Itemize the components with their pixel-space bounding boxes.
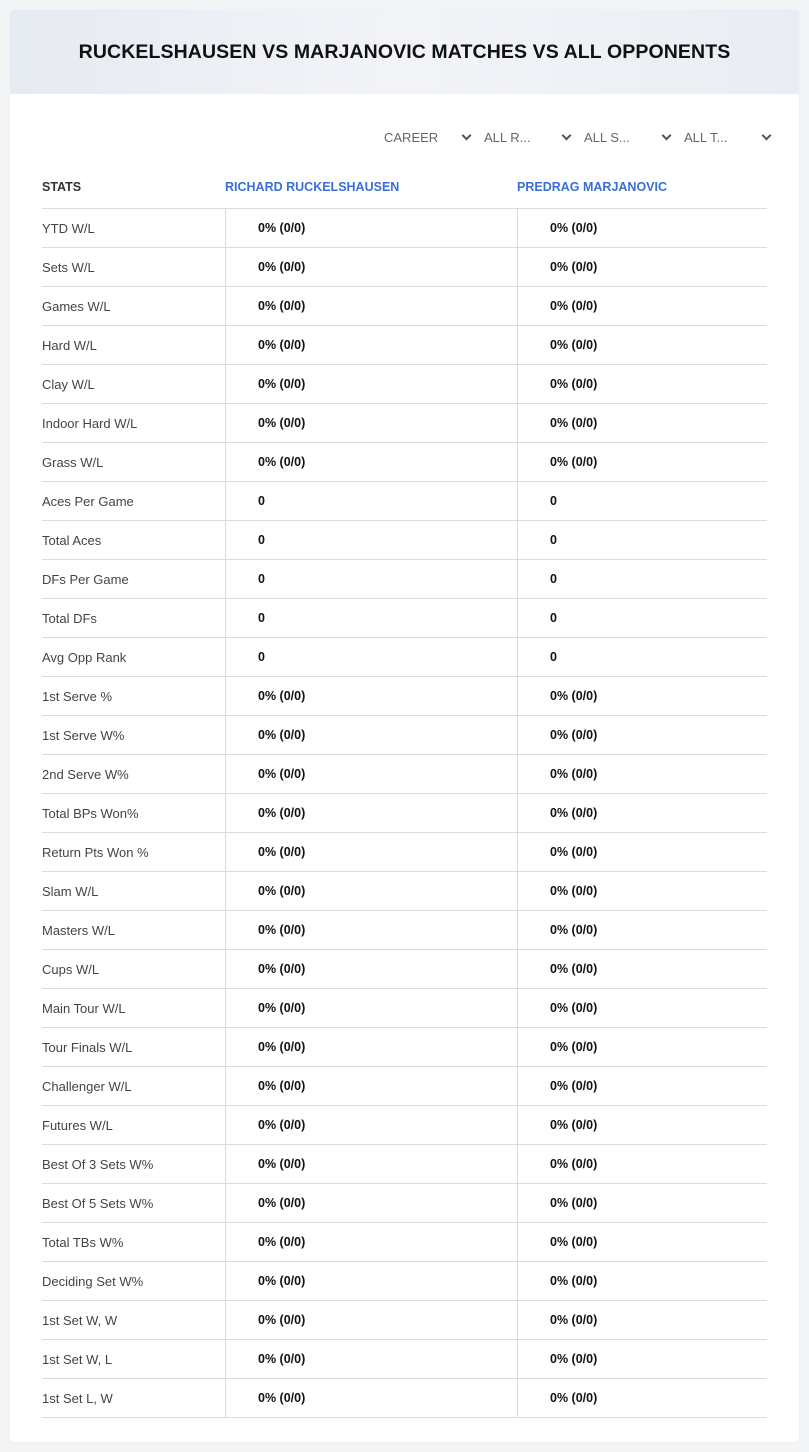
stat-label: DFs Per Game	[42, 571, 129, 587]
table-row	[42, 911, 767, 950]
stat-label: 1st Serve W%	[42, 727, 125, 743]
stat-label: Best Of 5 Sets W%	[42, 1195, 154, 1211]
player1-stat-value: 0% (0/0)	[225, 1223, 517, 1261]
stat-label: YTD W/L	[42, 220, 95, 236]
table-row	[42, 1340, 767, 1379]
table-row	[42, 482, 767, 521]
player1-stat-value: 0% (0/0)	[225, 794, 517, 832]
player2-stat-value: 0% (0/0)	[517, 794, 767, 832]
player2-stat-value: 0% (0/0)	[517, 989, 767, 1027]
table-row	[42, 1223, 767, 1262]
player1-stat-value: 0% (0/0)	[225, 1106, 517, 1144]
filter-round-select[interactable]	[480, 125, 580, 149]
player2-stat-value: 0% (0/0)	[517, 1379, 767, 1417]
player1-stat-value: 0% (0/0)	[225, 248, 517, 286]
player2-stat-value: 0% (0/0)	[517, 950, 767, 988]
player2-stat-value: 0% (0/0)	[517, 677, 767, 715]
table-row	[42, 599, 767, 638]
table-header	[42, 165, 767, 209]
player2-stat-value: 0	[517, 482, 767, 520]
player1-stat-value: 0% (0/0)	[225, 209, 517, 247]
filter-tournament-select[interactable]	[680, 125, 780, 149]
player1-stat-value: 0% (0/0)	[225, 326, 517, 364]
player2-stat-value: 0	[517, 599, 767, 637]
table-row	[42, 677, 767, 716]
filter-period-value: CAREER	[384, 129, 439, 145]
table-row	[42, 404, 767, 443]
player1-stat-value: 0% (0/0)	[225, 365, 517, 403]
player2-stat-value: 0% (0/0)	[517, 1106, 767, 1144]
player2-stat-value: 0% (0/0)	[517, 1301, 767, 1339]
player2-stat-value: 0% (0/0)	[517, 1262, 767, 1300]
player1-column-header[interactable]: RICHARD RUCKELSHAUSEN	[225, 179, 400, 194]
stat-label: 1st Set L, W	[42, 1390, 113, 1406]
player1-stat-value: 0% (0/0)	[225, 1184, 517, 1222]
table-row	[42, 521, 767, 560]
chevron-down-icon	[762, 130, 772, 140]
player1-stat-value: 0	[225, 482, 517, 520]
table-row	[42, 755, 767, 794]
table-row	[42, 248, 767, 287]
player2-stat-value: 0	[517, 638, 767, 676]
table-row	[42, 326, 767, 365]
player1-stat-value: 0% (0/0)	[225, 1145, 517, 1183]
player1-stat-value: 0% (0/0)	[225, 1379, 517, 1417]
player1-stat-value: 0% (0/0)	[225, 1028, 517, 1066]
table-row	[42, 1262, 767, 1301]
player2-stat-value: 0% (0/0)	[517, 404, 767, 442]
table-row	[42, 1028, 767, 1067]
stats-table	[42, 165, 767, 1418]
table-row	[42, 716, 767, 755]
player1-stat-value: 0	[225, 599, 517, 637]
player2-stat-value: 0% (0/0)	[517, 209, 767, 247]
stat-label: Deciding Set W%	[42, 1273, 144, 1289]
player1-stat-value: 0% (0/0)	[225, 1067, 517, 1105]
table-body	[42, 209, 767, 1418]
stat-label: Total DFs	[42, 610, 97, 626]
stat-label: Total Aces	[42, 532, 102, 548]
player1-stat-value: 0% (0/0)	[225, 989, 517, 1027]
table-row	[42, 989, 767, 1028]
table-row	[42, 794, 767, 833]
table-row	[42, 872, 767, 911]
table-row	[42, 950, 767, 989]
stat-label: Cups W/L	[42, 961, 100, 977]
stat-label: Total BPs Won%	[42, 805, 139, 821]
player1-stat-value: 0% (0/0)	[225, 833, 517, 871]
player1-stat-value: 0% (0/0)	[225, 287, 517, 325]
player2-stat-value: 0	[517, 560, 767, 598]
chevron-down-icon	[662, 130, 672, 140]
stat-label: Masters W/L	[42, 922, 115, 938]
stat-label: 1st Set W, W	[42, 1312, 118, 1328]
filter-period-select[interactable]	[380, 125, 480, 149]
table-row	[42, 209, 767, 248]
player2-stat-value: 0% (0/0)	[517, 833, 767, 871]
table-row	[42, 1301, 767, 1340]
stat-label: Challenger W/L	[42, 1078, 132, 1094]
stat-label: Aces Per Game	[42, 493, 134, 509]
player1-stat-value: 0% (0/0)	[225, 872, 517, 910]
table-row	[42, 1184, 767, 1223]
stat-label: 2nd Serve W%	[42, 766, 129, 782]
stat-label: Sets W/L	[42, 259, 95, 275]
player2-stat-value: 0	[517, 521, 767, 559]
player2-column-header[interactable]: PREDRAG MARJANOVIC	[517, 179, 668, 194]
stat-label: Futures W/L	[42, 1117, 113, 1133]
filter-surface-select[interactable]	[580, 125, 680, 149]
player1-stat-value: 0% (0/0)	[225, 443, 517, 481]
filter-surface-value: ALL S...	[584, 129, 630, 145]
player1-stat-value: 0% (0/0)	[225, 1340, 517, 1378]
player2-stat-value: 0% (0/0)	[517, 326, 767, 364]
chevron-down-icon	[462, 130, 472, 140]
stat-label: 1st Set W, L	[42, 1351, 113, 1367]
player1-stat-value: 0	[225, 638, 517, 676]
player2-stat-value: 0% (0/0)	[517, 1067, 767, 1105]
stat-label: Total TBs W%	[42, 1234, 124, 1250]
table-row	[42, 560, 767, 599]
stats-column-header: STATS	[42, 179, 82, 194]
stat-label: Return Pts Won %	[42, 844, 149, 860]
table-row	[42, 1106, 767, 1145]
player2-stat-value: 0% (0/0)	[517, 443, 767, 481]
stat-label: Slam W/L	[42, 883, 99, 899]
player1-stat-value: 0% (0/0)	[225, 950, 517, 988]
table-row	[42, 287, 767, 326]
player1-stat-value: 0% (0/0)	[225, 677, 517, 715]
player1-stat-value: 0% (0/0)	[225, 1301, 517, 1339]
player2-stat-value: 0% (0/0)	[517, 287, 767, 325]
table-row	[42, 365, 767, 404]
player1-stat-value: 0% (0/0)	[225, 404, 517, 442]
player1-stat-value: 0% (0/0)	[225, 911, 517, 949]
player2-stat-value: 0% (0/0)	[517, 755, 767, 793]
player2-stat-value: 0% (0/0)	[517, 1184, 767, 1222]
stat-label: Hard W/L	[42, 337, 97, 353]
stat-label: Games W/L	[42, 298, 111, 314]
player2-stat-value: 0% (0/0)	[517, 1223, 767, 1261]
stat-label: Tour Finals W/L	[42, 1039, 133, 1055]
card-header	[10, 10, 799, 94]
player1-stat-value: 0% (0/0)	[225, 716, 517, 754]
stat-label: Indoor Hard W/L	[42, 415, 138, 431]
table-row	[42, 638, 767, 677]
filter-bar	[380, 125, 780, 149]
page-title: RUCKELSHAUSEN VS MARJANOVIC MATCHES VS ALL OPPONENTS	[78, 40, 731, 63]
player1-stat-value: 0% (0/0)	[225, 1262, 517, 1300]
stat-label: Clay W/L	[42, 376, 95, 392]
stat-label: Best Of 3 Sets W%	[42, 1156, 154, 1172]
table-row	[42, 1067, 767, 1106]
stats-card	[10, 10, 799, 1442]
stat-label: Avg Opp Rank	[42, 649, 127, 665]
filter-round-value: ALL R...	[484, 129, 531, 145]
table-row	[42, 443, 767, 482]
player2-stat-value: 0% (0/0)	[517, 872, 767, 910]
stat-label: Grass W/L	[42, 454, 104, 470]
player2-stat-value: 0% (0/0)	[517, 1028, 767, 1066]
table-row	[42, 1379, 767, 1418]
player1-stat-value: 0% (0/0)	[225, 755, 517, 793]
player2-stat-value: 0% (0/0)	[517, 248, 767, 286]
stat-label: 1st Serve %	[42, 688, 113, 704]
chevron-down-icon	[562, 130, 572, 140]
player2-stat-value: 0% (0/0)	[517, 1340, 767, 1378]
filter-tournament-value: ALL T...	[684, 129, 728, 145]
table-row	[42, 833, 767, 872]
player2-stat-value: 0% (0/0)	[517, 1145, 767, 1183]
player2-stat-value: 0% (0/0)	[517, 716, 767, 754]
player1-stat-value: 0	[225, 521, 517, 559]
stat-label: Main Tour W/L	[42, 1000, 126, 1016]
table-row	[42, 1145, 767, 1184]
player1-stat-value: 0	[225, 560, 517, 598]
player2-stat-value: 0% (0/0)	[517, 365, 767, 403]
player2-stat-value: 0% (0/0)	[517, 911, 767, 949]
